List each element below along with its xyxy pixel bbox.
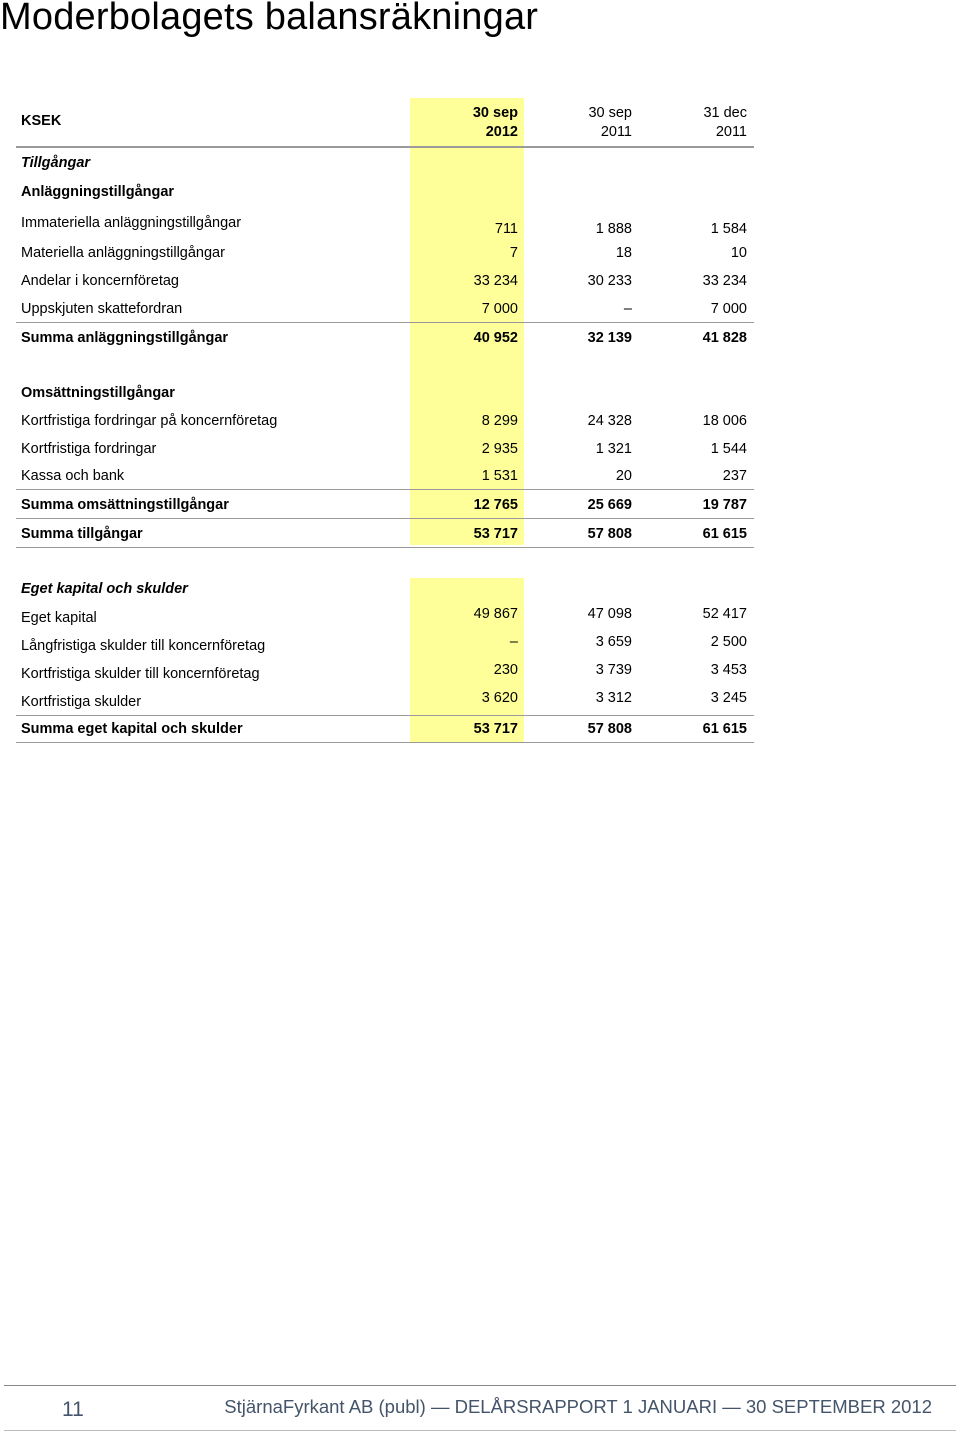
subtotal-row-current-assets: Summa omsättningstillgångar 12 765 25 669 19 787	[16, 490, 754, 519]
unit-label: KSEK	[21, 113, 62, 129]
footer-divider-bottom	[4, 1430, 956, 1431]
column-header-30sep2012: 30 sep 2012	[472, 105, 518, 140]
table-row: Kortfristiga skulder till koncernföretag 230 3 739 3 453	[21, 662, 747, 682]
table-row: Uppskjuten skattefordran 7 000 – 7 000	[16, 294, 754, 323]
table-row: Långfristiga skulder till koncernföretag – 3 659 2 500	[21, 634, 747, 654]
footer-text: StjärnaFyrkant AB (publ) — DELÅRSRAPPORT 1 JANUARI — 30 SEPTEMBER 2012	[224, 1396, 932, 1417]
total-row-assets: Summa tillgångar 53 717 57 808 61 615	[16, 519, 754, 548]
subtotal-row-fixed-assets: Summa anläggningstillgångar 40 952 32 139 41 828	[21, 330, 747, 346]
table-header	[16, 98, 754, 148]
footer-divider	[4, 1385, 956, 1386]
table-row: Eget kapital 49 867 47 098 52 417	[21, 606, 747, 626]
group-heading-fixed-assets: Anläggningstillgångar	[21, 184, 175, 200]
table-row: Kortfristiga skulder 3 620 3 312 3 245	[16, 687, 754, 716]
table-row: Kassa och bank 1 531 20 237	[16, 461, 754, 490]
section-heading-equity-liabilities: Eget kapital och skulder	[21, 581, 188, 597]
section-heading-assets: Tillgångar	[21, 155, 91, 171]
table-row: Immateriella anläggningstillgångar 711 1 888 1 584	[21, 215, 747, 237]
column-header-30sep2011: 30 sep 2011	[588, 105, 632, 140]
group-heading-current-assets: Omsättningstillgångar	[21, 385, 175, 401]
page-number: 11	[62, 1398, 84, 1421]
total-row-equity-liabilities: Summa eget kapital och skulder 53 717 57 808 61 615	[16, 714, 754, 743]
table-row: Materiella anläggningstillgångar 7 18 10	[21, 245, 747, 261]
page-title: Moderbolagets balansräkningar	[0, 0, 539, 38]
table-row: Kortfristiga fordringar 2 935 1 321 1 544	[21, 441, 747, 457]
table-row: Kortfristiga fordringar på koncernföretag 8 299 24 328 18 006	[21, 413, 747, 429]
table-row: Andelar i koncernföretag 33 234 30 233 33 234	[21, 273, 747, 289]
column-header-31dec2011: 31 dec 2011	[703, 105, 747, 140]
